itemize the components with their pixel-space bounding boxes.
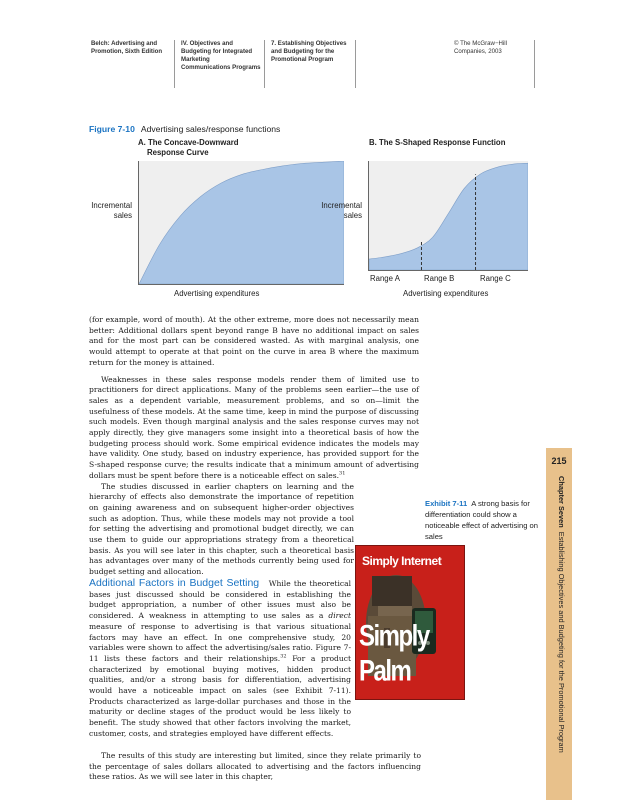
running-header [91, 40, 534, 92]
exhibit-caption: Exhibit 7-11 A strong basis for differentiation could show a noticeable effect of advertising on sales [425, 499, 538, 541]
paragraph: Weaknesses in these sales response models render them of limited use to practitioners for direct applications. Many of the problems seen earlier—the use of sales as a dependent variable, measurement problems, and so on—limit the usefulness of these models. At the same time, keep in mind the purpose of discussing such models. Even though marginal analysis and the sales response curves may not apply directly, they give managers some insight into a theoretical basis of how the budgeting process should work. Some empirical evidence indicates the models may have validity. One study, based on industry experience, has provided support for the S-shaped response curve; the results indicate that a minimum amount of advertising dollars must be spent before there is a noticeable effect on sales.$^{31}$ [89, 374, 419, 480]
page-number: 215 [551, 456, 567, 466]
range-c-label: Range C [480, 274, 511, 283]
header-divider [534, 40, 535, 88]
body-text-final [89, 751, 421, 783]
figure-caption [89, 124, 280, 134]
chart-a-svg [139, 161, 344, 284]
body-text-top [89, 315, 419, 578]
paragraph: Additional Factors in Budget Setting While the theoretical bases just discussed should be considered in establishing the budget appropriation, a number of other issues must also be considered. A weakness in attempting to use sales as a direct measure of response to advertising is that various situational factors may have an effect. In one comprehensive study, 20 variables were shown to affect the advertising/sales ratio. Figure 7-11 lists these factors and their relationships.$^{32}$ For a product characterized by emotional buying motives, hidden product qualities, and/or a strong basis for differentiation, advertising would have a noticeable impact on sales (see Exhibit 7-11). Products characterized as large-dollar purchases and those in the maturity or decline stages of the product would be less likely to benefit. The study showed that other factors involving the market, customer, costs, and strategies employed have different effects. [89, 577, 352, 738]
ad-headline-top: Simply Internet [362, 554, 442, 568]
header-divider [355, 40, 356, 88]
chart-a-title: A. The Concave-Downward Response Curve [138, 138, 239, 157]
paragraph: The studies discussed in earlier chapters on learning and the hierarchy of effects also demonstrate the importance of repetition on gaining awareness and on subsequent higher-order objectives such as adoption. Thus, while these models may not provide a tool for setting the advertising and promotional budget directly, we can use them to guide our appropriations strategy from a theoretical basis. As you will see later in this chapter, such a theoretical basis has advantages over many of the methods currently being used for budget setting and allocation. [89, 481, 354, 577]
chart-b-plot [368, 161, 528, 271]
range-a-label: Range A [370, 274, 400, 283]
figure-caption-text: Advertising sales/response functions [140, 124, 281, 134]
chart-a-ylabel: Incremental sales [91, 201, 132, 220]
range-b-label: Range B [424, 274, 455, 283]
chart-b-xlabel: Advertising expenditures [403, 289, 489, 298]
header-book-title: Belch: Advertising and Promotion, Sixth Edition [91, 40, 163, 55]
chart-b-ylabel: Incremental sales [321, 201, 362, 220]
exhibit-ad-image [355, 545, 465, 700]
header-divider [264, 40, 265, 88]
exhibit-number: Exhibit 7-11 [425, 499, 468, 508]
chart-a-plot [138, 161, 344, 285]
header-part-title: IV. Objectives and Budgeting for Integrated Marketing Communications Programs [181, 40, 261, 71]
chart-b-title: B. The S-Shaped Response Function [369, 138, 506, 147]
ad-headline-bottom: Simply Palm [359, 619, 429, 688]
chapter-side-title: Chapter SevenEstablishing Objectives and Budgeting for the Promotional Program [557, 476, 566, 753]
footnote-ref: 32 [280, 653, 287, 660]
header-chapter-title: 7. Establishing Objectives and Budgeting for the Promotional Program [271, 40, 347, 63]
header-divider [174, 40, 175, 88]
paragraph: (for example, word of mouth). At the other extreme, more does not necessarily mean better: Additional dollars spent beyond range B have no additional impact on sales and for the most part can be considered wasted. As with marginal analysis, one would attempt to operate at that point on the curve in area B where the maximum return for the money is attained. [89, 315, 419, 367]
chart-a-xlabel: Advertising expenditures [174, 289, 260, 298]
body-text-bottom [89, 578, 351, 740]
footnote-ref: 31 [339, 470, 346, 477]
chart-b-svg [369, 161, 528, 270]
figure-number: Figure 7-10 [89, 124, 135, 134]
paragraph: The results of this study are interesting but limited, since they relate primarily to the percentage of sales dollars allocated to advertising and the factors influencing these ratios. As we will see later in this chapter, [89, 751, 421, 782]
header-copyright: © The McGraw−Hill Companies, 2003 [454, 40, 507, 55]
section-heading: Additional Factors in Budget Setting [89, 577, 260, 589]
